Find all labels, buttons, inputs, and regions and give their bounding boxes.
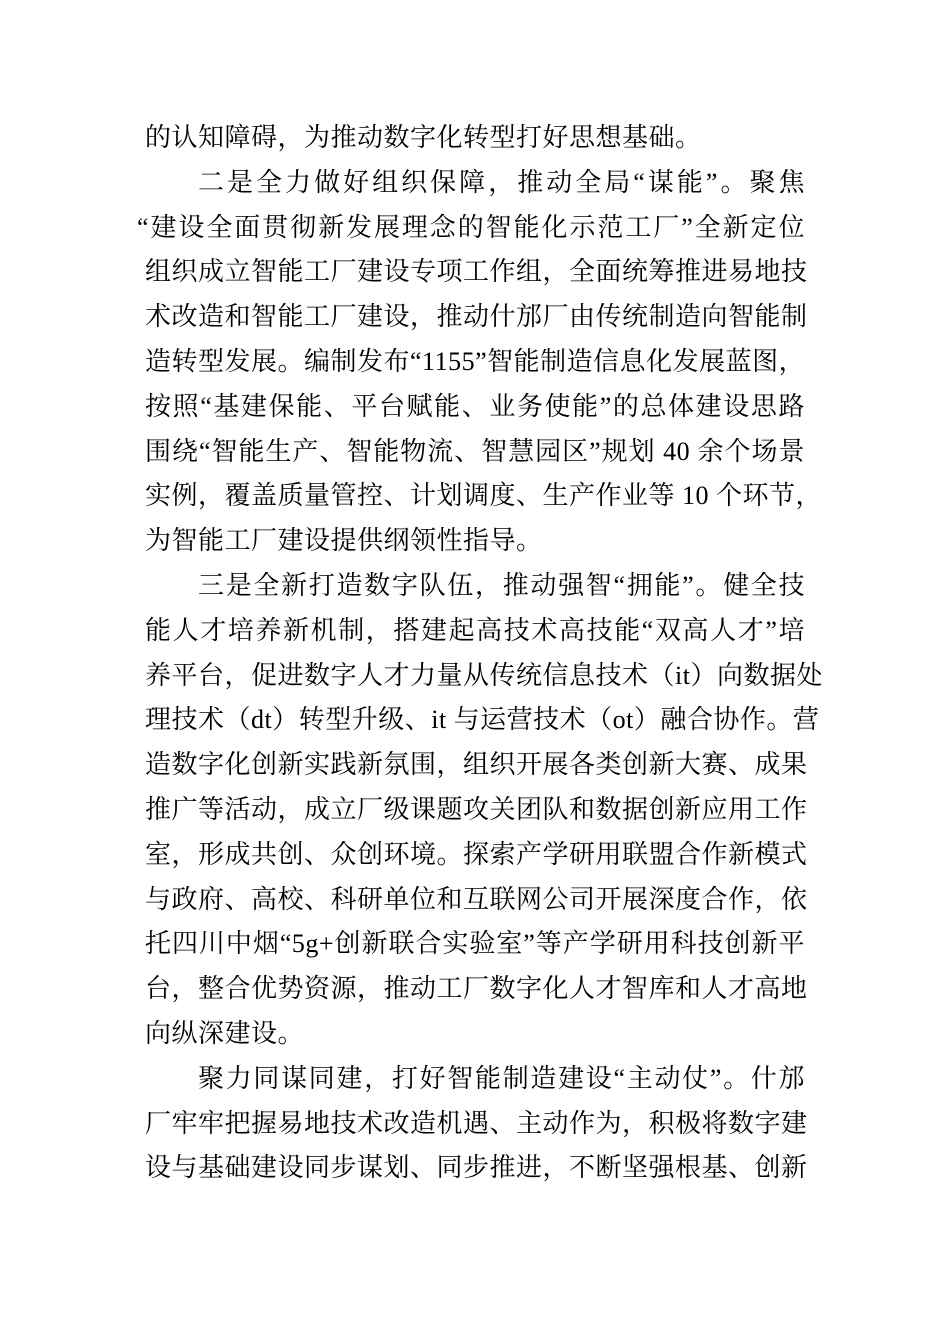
text-line: 的认知障碍，为推动数字化转型打好思想基础。 [145, 123, 702, 152]
text-line: 聚力同谋同建，打好智能制造建设“主动仗”。什邡 [198, 1063, 805, 1093]
text-line: 室，形成共创、众创环境。探索产学研用联盟合作新模式 [145, 839, 808, 869]
text-line: 台，整合优势资源，推动工厂数字化人才智库和人才高地 [145, 974, 808, 1004]
text-line: 设与基础建设同步谋划、同步推进，不断坚强根基、创新 [145, 1153, 808, 1183]
document-text-block [137, 116, 823, 1191]
text-line: 向纵深建设。 [145, 1018, 305, 1048]
text-line: 三是全新打造数字队伍，推动强智“拥能”。健全技 [198, 570, 805, 600]
text-line: 厂牢牢把握易地技术改造机遇、主动作为，积极将数字建 [145, 1108, 808, 1138]
text-line: 按照“基建保能、平台赋能、业务使能”的总体建设思路 [145, 391, 805, 421]
text-line: 托四川中烟“5g+创新联合实验室”等产学研用科技创新平 [145, 929, 805, 959]
text-line: 二是全力做好组织保障，推动全局“谋能”。聚焦 [198, 167, 805, 197]
text-line: 为智能工厂建设提供纲领性指导。 [145, 526, 543, 556]
text-line: 造转型发展。编制发布“1155”智能制造信息化发展蓝图， [145, 346, 806, 376]
text-line: 能人才培养新机制，搭建起高技术高技能“双高人才”培 [145, 615, 805, 645]
text-line: 实例，覆盖质量管控、计划调度、生产作业等 10 个环节， [145, 481, 823, 511]
text-line: 造数字化创新实践新氛围，组织开展各类创新大赛、成果 [145, 750, 808, 780]
text-line: 与政府、高校、科研单位和互联网公司开展深度合作，依 [145, 884, 808, 914]
text-line: 养平台，促进数字人才力量从传统信息技术（it）向数据处 [145, 660, 823, 690]
text-line: 术改造和智能工厂建设，推动什邡厂由传统制造向智能制 [145, 302, 808, 332]
text-line: 组织成立智能工厂建设专项工作组，全面统筹推进易地技 [145, 257, 808, 287]
text-line: 推广等活动，成立厂级课题攻关团队和数据创新应用工作 [145, 794, 808, 824]
text-line: “建设全面贯彻新发展理念的智能化示范工厂”全新定位 [137, 212, 805, 242]
text-line: 理技术（dt）转型升级、it 与运营技术（ot）融合协作。营 [145, 705, 820, 735]
text-line: 围绕“智能生产、智能物流、智慧园区”规划 40 余个场景 [145, 436, 805, 466]
